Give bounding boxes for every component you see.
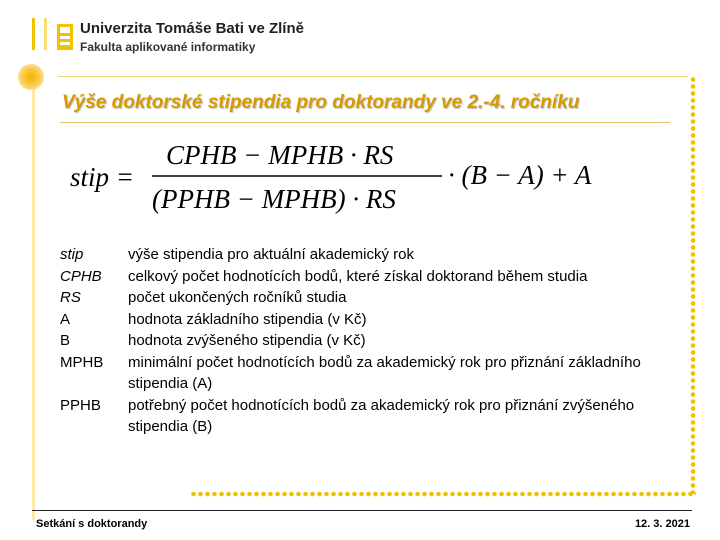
definition-symbol: PPHB (60, 396, 101, 414)
definition-row (60, 244, 690, 266)
slide-title: Výše doktorské stipendia pro doktorandy ve 2.-4. ročníku (62, 92, 580, 113)
definition-text: počet ukončených ročníků studia (128, 289, 347, 306)
footer-divider (32, 510, 692, 511)
title-divider (60, 122, 670, 123)
stipend-formula (60, 134, 620, 224)
formula-numerator: CPHB − MPHB · RS (166, 140, 394, 170)
header-divider (58, 76, 688, 77)
definition-row (60, 266, 690, 288)
definition-symbol: RS (60, 289, 81, 306)
definition-symbol: MPHB (60, 353, 104, 371)
definition-text: výše stipendia pro aktuální akademický rok (128, 246, 414, 263)
definition-row (60, 309, 690, 331)
definition-text: hodnota zvýšeného stipendia (v Kč) (128, 332, 366, 349)
definition-symbol: CPHB (60, 267, 102, 285)
footer-date: 12. 3. 2021 (634, 518, 690, 530)
definition-row (60, 330, 690, 352)
footer-event: Setkání s doktorandy (36, 518, 148, 530)
accent-bar (32, 18, 35, 50)
formula-denominator: (PPHB − MPHB) · RS (152, 184, 396, 214)
definition-text: potřebný počet hodnotících bodů za akademický rok pro přiznání zvýšeného stipendia (B) (128, 396, 635, 435)
accent-dot (18, 64, 44, 90)
definition-symbol: stip (60, 246, 84, 263)
definition-symbol: A (60, 310, 71, 328)
definition-row (60, 287, 690, 309)
utb-logo-icon (57, 24, 73, 50)
definitions-list (60, 244, 690, 438)
dotted-border-right (690, 76, 696, 494)
formula-lhs: stip = (70, 162, 134, 192)
formula-tail: · (B − A) + A (448, 160, 592, 190)
accent-bar (44, 18, 47, 50)
definition-row (60, 352, 690, 395)
definition-symbol: B (60, 332, 71, 349)
university-name: Univerzita Tomáše Bati ve Zlíně (80, 20, 304, 37)
definition-row (60, 395, 690, 438)
accent-bar (32, 80, 35, 520)
definition-text: hodnota základního stipendia (v Kč) (128, 310, 367, 328)
dotted-border-bottom (190, 491, 696, 497)
definition-text: minimální počet hodnotících bodů za akademický rok pro přiznání základního stipendia (A) (128, 353, 641, 392)
definition-text: celkový počet hodnotících bodů, které získal doktorand během studia (128, 267, 588, 285)
faculty-name: Fakulta aplikované informatiky (80, 40, 256, 54)
